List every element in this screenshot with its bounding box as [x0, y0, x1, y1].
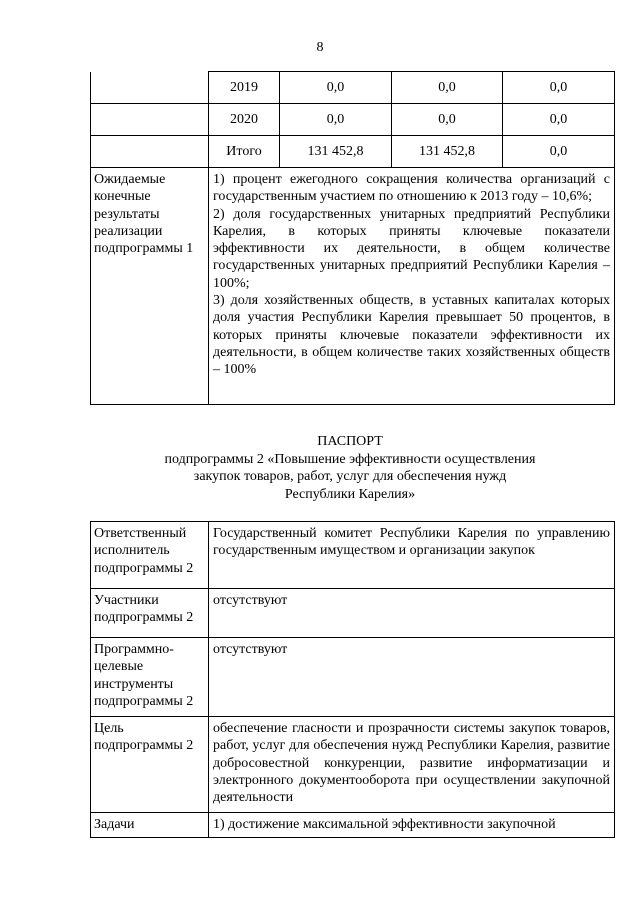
amount-cell: 131 452,8 — [280, 136, 392, 168]
amount-cell: 0,0 — [503, 104, 615, 136]
table-row — [91, 717, 615, 813]
passport-subtitle-line: Республики Карелия» — [284, 486, 416, 502]
row-value: обеспечение гласности и прозрачности системы закупок товаров, работ, услуг для обеспечения нужд Республики Карелия, развитие добросовестной конкуренции, развитие информатизации и электронного документооборота при осуществлении закупочной деятельности — [209, 717, 615, 813]
table-row — [91, 104, 615, 136]
row-label: Программно-целевые инструменты подпрограммы 2 — [91, 638, 209, 717]
page-number: 8 — [316, 40, 324, 55]
finance-table — [90, 71, 615, 405]
year-cell: 2019 — [209, 72, 280, 104]
total-label-cell: Итого — [209, 136, 280, 168]
passport-heading — [100, 433, 600, 503]
table-row-total — [91, 136, 615, 168]
table-row — [91, 72, 615, 104]
empty-label-cell — [91, 104, 209, 136]
table-row — [91, 638, 615, 717]
expected-results-label: Ожидаемые конечные результаты реализации подпрограммы 1 — [91, 168, 209, 405]
empty-label-cell — [91, 136, 209, 168]
expected-results-value — [209, 168, 615, 405]
passport-subtitle-line: закупок товаров, работ, услуг для обеспечения нужд — [193, 469, 507, 484]
passport-table — [90, 521, 615, 838]
table-row — [91, 813, 615, 838]
table-row — [91, 589, 615, 638]
amount-cell: 0,0 — [503, 72, 615, 104]
row-value: Государственный комитет Республики Карелия по управлению государственным имуществом и организации закупок — [209, 522, 615, 589]
amount-cell: 0,0 — [392, 72, 503, 104]
passport-subtitle-line: подпрограммы 2 «Повышение эффективности осуществления — [164, 451, 536, 467]
table-row — [91, 522, 615, 589]
amount-cell: 0,0 — [280, 104, 392, 136]
row-label: Задачи — [91, 813, 209, 838]
result-item: 3) доля хозяйственных обществ, в уставных капиталах которых доля участия Республики Карелия превышает 50 процентов, в которых приняты ключевые показатели эффективности их деятельности, в общем количестве таких хозяйственных обществ – 100% — [213, 293, 610, 378]
amount-cell: 0,0 — [280, 72, 392, 104]
amount-cell: 131 452,8 — [392, 136, 503, 168]
amount-cell: 0,0 — [503, 136, 615, 168]
expected-results-row — [91, 168, 615, 405]
year-cell: 2020 — [209, 104, 280, 136]
result-item: 1) процент ежегодного сокращения количества организаций с государственным участием по отношению к 2013 году – 10,6%; — [213, 172, 610, 205]
row-label: Участники подпрограммы 2 — [91, 589, 209, 638]
row-label: Цель подпрограммы 2 — [91, 717, 209, 813]
result-item: 2) доля государственных унитарных предприятий Республики Карелия, в которых приняты ключевые показатели эффективности их деятельности, в общем количестве государственных унитарных предприятий Республики Карелия – 100%; — [213, 206, 610, 291]
row-value: отсутствуют — [209, 638, 615, 717]
empty-label-cell — [91, 72, 209, 104]
row-value: отсутствуют — [209, 589, 615, 638]
amount-cell: 0,0 — [392, 104, 503, 136]
row-label: Ответственный исполнитель подпрограммы 2 — [91, 522, 209, 589]
row-value: 1) достижение максимальной эффективности закупочной — [209, 813, 615, 838]
passport-title: ПАСПОРТ — [317, 434, 383, 449]
